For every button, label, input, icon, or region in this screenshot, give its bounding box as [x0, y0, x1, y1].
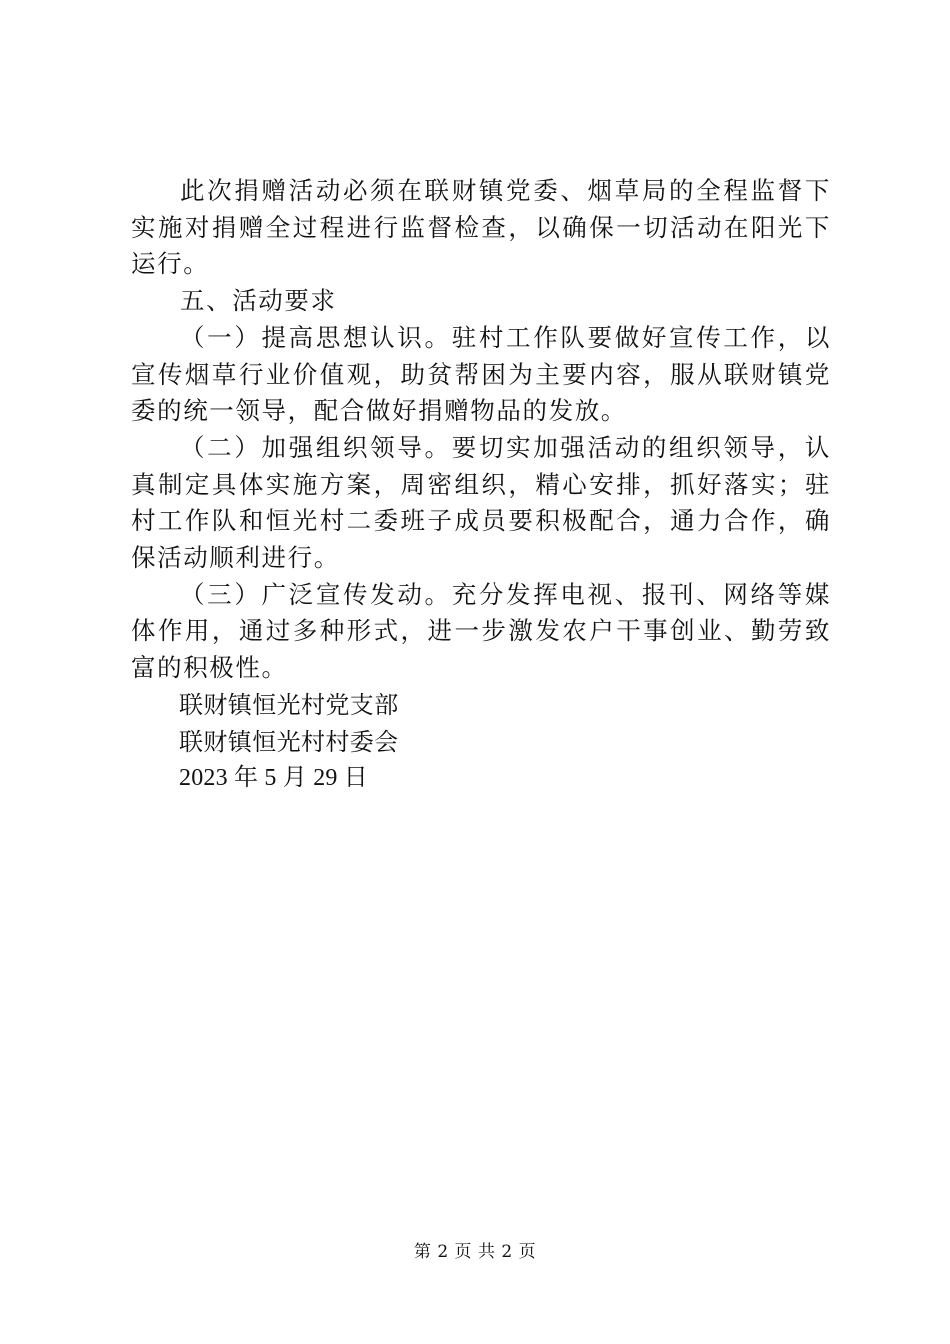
paragraph-requirement-2: （二）加强组织领导。要切实加强活动的组织领导，认真制定具体实施方案，周密组织，精心安排，抓好落实；驻村工作队和恒光村二委班子成员要积极配合，通力合作，确保活动顺利进行。: [131, 432, 831, 573]
paragraph-requirement-1: （一）提高思想认识。驻村工作队要做好宣传工作，以宣传烟草行业价值观，助贫帮困为主要内容，服从联财镇党委的统一领导，配合做好捐赠物品的发放。: [131, 322, 831, 426]
signature-village-committee: 联财镇恒光村村委会: [179, 727, 399, 756]
signature-party-branch: 联财镇恒光村党支部: [179, 690, 399, 719]
document-body: [131, 173, 831, 797]
section-heading-requirements: 五、活动要求: [180, 286, 337, 316]
signature-date: 2023 年 5 月 29 日: [179, 765, 368, 792]
paragraph-requirement-3: （三）广泛宣传发动。充分发挥电视、报刊、网络等媒体作用，通过多种形式，进一步激发农户干事创业、勤劳致富的积极性。: [131, 579, 831, 683]
page-footer: 第 2 页 共 2 页: [413, 1242, 537, 1262]
paragraph-supervision: 此次捐赠活动必须在联财镇党委、烟草局的全程监督下实施对捐赠全过程进行监督检查，以确保一切活动在阳光下运行。: [131, 176, 831, 279]
